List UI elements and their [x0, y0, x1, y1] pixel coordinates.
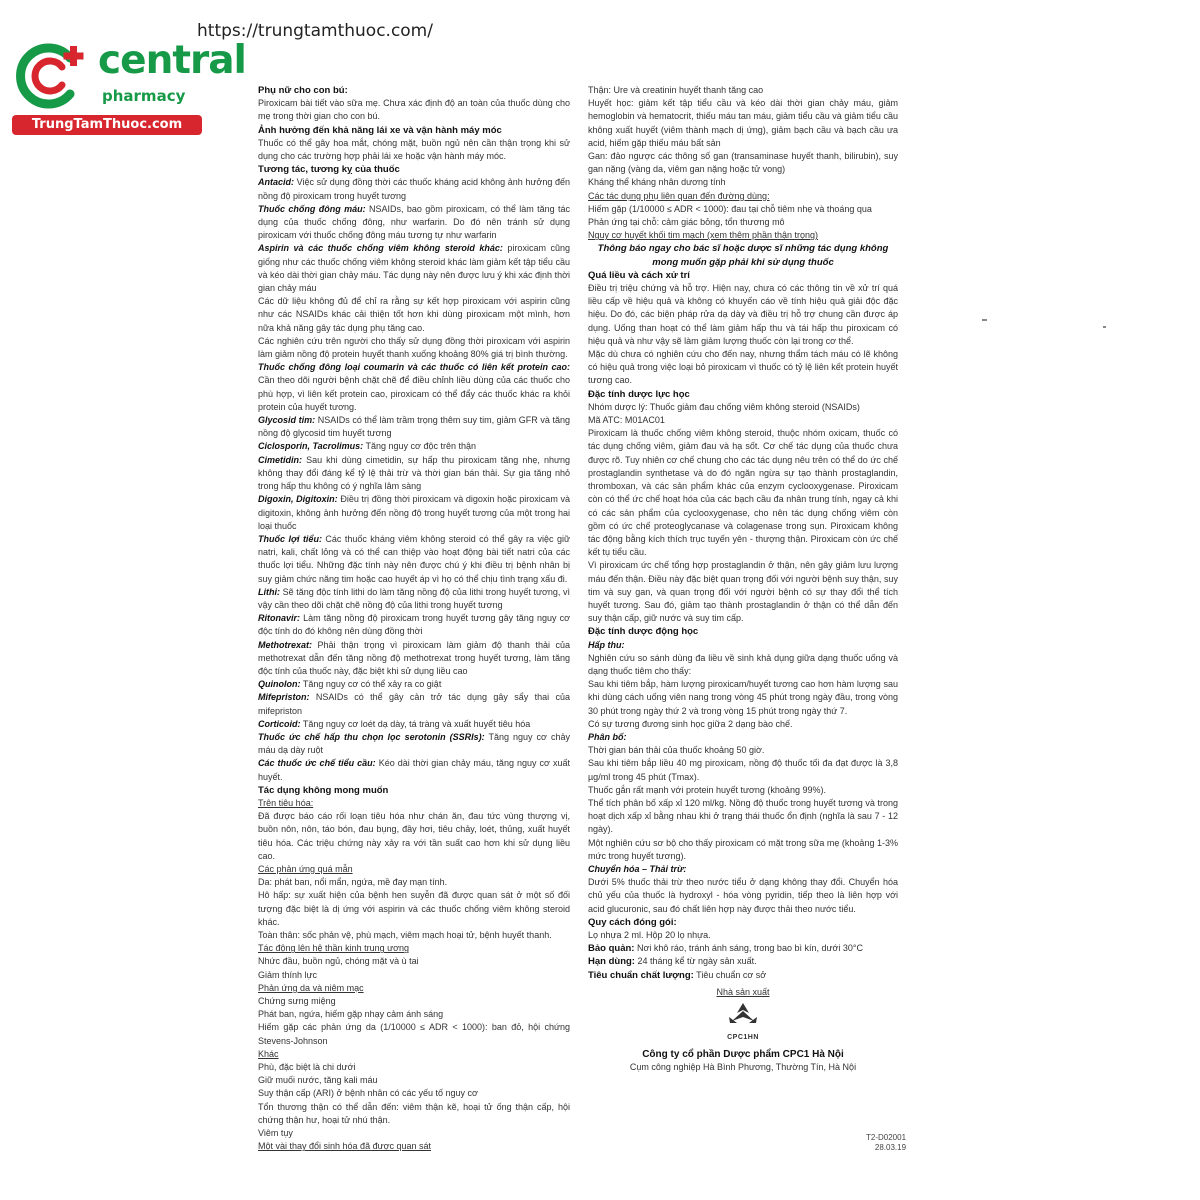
body-text: Nhóm dược lý: Thuốc giảm đau chống viêm không steroid (NSAIDs) [588, 401, 860, 412]
body-text: Các nghiên cứu trên người cho thấy sử dụng đồng thời piroxicam với aspirin làm giảm nồng độ protein huyết thanh xuống khoảng 80% giá trị bình thường. [258, 335, 570, 360]
body-text: Hiếm gặp các phản ứng da (1/10000 ≤ ADR < 1000): ban đỏ, hội chứng Stevens-Johnson [258, 1022, 570, 1046]
body-text: Gan: đảo ngược các thông số gan (transaminase huyết thanh, bilirubin), suy gan nặng (vàng da, viêm gan nặng hoặc tử vong) [588, 151, 898, 175]
body-text: Đã được báo cáo rối loạn tiêu hóa như chán ăn, đau tức vùng thượng vị, buồn nôn, nôn, táo bón, đau bụng, đầy hơi, tiêu chảy, loét, thủng, xuất huyết tiêu hóa. Các triệu chứng này xảy ra với tần suất cao hơn khi sử dụng liều cao. [258, 811, 570, 861]
body-text: Thuốc có thể gây hoa mắt, chóng mặt, buồn ngủ nên cần thận trọng khi sử dụng cho các trường hợp phải lái xe hoặc vận hành máy móc. [258, 137, 570, 162]
document-date: 28.03.19 [874, 1143, 907, 1152]
body-paragraph [588, 797, 898, 837]
body-paragraph [258, 1021, 570, 1047]
body-paragraph [588, 348, 898, 388]
interaction-drug-name: Aspirin và các thuốc chống viêm không steroid khác: [258, 243, 503, 254]
subsection-heading [588, 863, 898, 876]
body-paragraph [258, 1061, 570, 1074]
body-paragraph [258, 889, 570, 929]
subsection-heading [588, 229, 898, 242]
subsection-heading [258, 797, 570, 810]
brand-logo[interactable] [10, 36, 246, 136]
subsection-heading [258, 942, 570, 955]
interaction-drug-name: Mifepriston: [258, 692, 310, 703]
interaction-description: Các thuốc kháng viêm không steroid có thể gây ra việc giữ natri, kali, chất lỏng và có thể can thiệp vào hoạt động bài tiết natri của các thuốc lợi tiểu. Những đặc tính này nên được chú ý khi điều trị bệnh nhân bị suy giảm chức năng tim hoặc cao huyết áp vì họ có thể chịu tình trạng xấu đi. [258, 533, 570, 584]
subsection-heading-text: Phản ứng da và niêm mạc [258, 982, 364, 993]
body-text: Lọ nhựa 2 ml. Hộp 20 lọ nhựa. [588, 930, 711, 940]
body-text: Thuốc gắn rất mạnh với protein huyết tương (khoảng 99%). [588, 784, 826, 795]
labeled-paragraph [588, 942, 898, 955]
body-text: Viêm tụy [258, 1128, 293, 1139]
body-paragraph [588, 652, 898, 678]
interaction-description: Sau khi dùng cimetidin, sự hấp thu piroxicam tăng nhẹ, nhưng không thay đổi đáng kể tỷ lệ thải trừ và thời gian bán thải. Sự gia tăng nhỏ trong hấp thu không có ý nghĩa lâm sàng [258, 454, 570, 492]
body-text: Suy thận cấp (ARI) ở bệnh nhân có các yếu tố nguy cơ [258, 1088, 478, 1099]
body-paragraph [588, 559, 898, 625]
body-text: Phản ứng tại chỗ: cảm giác bỏng, tổn thương mô [588, 217, 785, 228]
section-heading [588, 388, 898, 401]
subsection-heading-text: Hấp thu: [588, 639, 625, 650]
warning-notice [588, 242, 898, 268]
body-paragraph [258, 929, 570, 942]
interaction-description: NSAIDs có thể gây cản trở tác dụng gây sẩy thai của mifepriston [258, 692, 570, 716]
interaction-description: Tăng nguy cơ chảy máu dạ dày ruột [258, 731, 570, 756]
body-paragraph [588, 84, 898, 97]
interaction-drug-name: Methotrexat: [258, 639, 313, 650]
manufacturer-block [588, 986, 898, 1075]
interaction-paragraph [258, 440, 570, 453]
subsection-heading-text: Nguy cơ huyết khối tim mạch (xem thêm phần thận trọng) [588, 230, 819, 241]
interaction-paragraph [258, 242, 570, 295]
subsection-heading-text: Khác [258, 1048, 279, 1059]
section-heading [588, 625, 898, 638]
right-column-text [588, 84, 898, 982]
labeled-paragraph [588, 955, 898, 968]
interaction-paragraph [258, 678, 570, 691]
interaction-description: NSAIDs có thể làm trầm trọng thêm suy tim, giảm GFR và tăng nồng độ glycosid tim huyết tương [258, 415, 570, 439]
interaction-paragraph [258, 757, 570, 783]
body-text: Thận: Ure và creatinin huyết thanh tăng cao [588, 85, 764, 95]
body-text: Vì piroxicam ức chế tổng hợp prostaglandin ở thận, nên gây giảm lưu lượng máu đến thận. Điều này đặc biệt quan trọng đối với người bệnh suy thận, suy tim và suy gan, và quan trọng đối với người bệnh có sự thay đổi thể tích huyết tương. Sau đó, giảm tạo thành prostaglandin ở thận có thể dẫn đến suy thận cấp, giữ nước và suy tim cấp. [588, 560, 898, 624]
body-paragraph [258, 876, 570, 889]
section-heading [258, 163, 570, 176]
body-text: Có sự tương đương sinh học giữa 2 dạng bào chế. [588, 718, 793, 729]
interaction-paragraph [258, 691, 570, 717]
body-text: Sau khi tiêm bắp, hàm lượng piroxicam/huyết tương cao hơn hàm lượng sau khi dùng cách uống viên nang trong vòng 45 phút trong ngày đầu, trong vòng 30 phút trong ngày thứ 2 và trong vòng 15 phút trong ngày thứ 7. [588, 679, 898, 716]
section-heading [588, 269, 898, 282]
paragraph-value: Tiêu chuẩn cơ sở [693, 969, 767, 980]
interaction-drug-name: Cimetidin: [258, 454, 302, 465]
section-heading-text: Quá liều và cách xử trí [588, 269, 690, 281]
interaction-description: piroxicam cũng giống như các thuốc chống viêm không steroid khác làm giảm kết tập tiểu cầu và kéo dài thời gian chảy máu. Tác dụng này nên được lưu ý khi xác định thời gian chảy máu [258, 243, 570, 294]
interaction-drug-name: Corticoid: [258, 718, 301, 729]
body-text: Huyết học: giảm kết tập tiểu cầu và kéo dài thời gian chảy máu, giảm hemoglobin và hematocrit, thiếu máu tan máu, giảm tiểu cầu và giảm tiểu cầu không xuất huyết (viêm thành mạch dị ứng), giảm bạch cầu và bạch cầu ưa acid, hiếm gặp thiếu máu bất sản [588, 98, 898, 148]
warning-notice-text: Thông báo ngay cho bác sĩ hoặc dược sĩ những tác dụng không mong muốn gặp phải khi sử dụng thuốc [597, 243, 889, 268]
interaction-description: Phải thận trọng vì piroxicam làm giảm độ thanh thải của methotrexat dẫn đến tăng nồng độ methotrexat trong huyết tương, làm tăng độc tính của thuốc này, đặc biệt khi sử dụng liều cao [258, 639, 570, 676]
brand-site-banner: TrungTamThuoc.com [12, 115, 202, 135]
interaction-drug-name: Thuốc ức chế hấp thu chọn lọc serotonin (SSRIs): [258, 731, 485, 742]
subsection-heading [588, 639, 898, 652]
section-heading-text: Tương tác, tương kỵ của thuốc [258, 164, 400, 176]
pharmacy-logo-icon [10, 36, 100, 116]
body-paragraph [588, 176, 898, 189]
interaction-description: Cần theo dõi người bệnh chặt chẽ để điều chỉnh liều dùng của các thuốc cho phù hợp, vì liên kết protein cao, piroxicam có thể đẩy các thuốc khác ra khỏi protein của huyết tương. [258, 375, 570, 412]
body-text: Tổn thương thận có thể dẫn đến: viêm thận kẽ, hoại tử ống thận cấp, hội chứng thận hư, hoại tử nhú thận. [258, 1101, 570, 1125]
paragraph-label: Tiêu chuẩn chất lượng: [588, 969, 694, 981]
body-text: Dưới 5% thuốc thải trừ theo nước tiểu ở dạng không thay đổi. Chuyển hóa chủ yếu của thuốc là hydroxyl - hóa vòng pyridin, tiếp theo là liên hợp với acid glucuronic, sau đó chất liên hợp này được thải theo nước tiểu. [588, 877, 898, 914]
body-paragraph [588, 784, 898, 797]
body-text: Thời gian bán thải của thuốc khoảng 50 giờ. [588, 745, 765, 756]
document-code: T2-D02001 [866, 1133, 907, 1142]
body-text: Giảm thính lực [258, 969, 318, 980]
interaction-drug-name: Thuốc chống đông máu: [258, 203, 366, 214]
body-paragraph [588, 678, 898, 718]
section-heading-text: Ảnh hưởng đến khả năng lái xe và vận hành máy móc [258, 124, 502, 136]
interaction-description: Kéo dài thời gian chảy máu, tăng nguy cơ xuất huyết. [258, 758, 571, 782]
body-text: Sau khi tiêm bắp liều 40 mg piroxicam, nồng độ thuốc tối đa đạt được là 3,8 µg/ml trong 45 phút (Tmax). [588, 758, 898, 782]
subsection-heading-text: Tác động lên hệ thần kinh trung ương [258, 943, 410, 954]
section-heading-text: Đặc tính dược động học [588, 626, 699, 638]
interaction-drug-name: Thuốc lợi tiểu: [258, 533, 322, 544]
section-heading [258, 84, 570, 97]
body-paragraph [258, 97, 570, 123]
body-paragraph [258, 1008, 570, 1021]
section-heading [588, 916, 898, 929]
brand-subtitle: pharmacy [102, 87, 186, 105]
subsection-heading-text: Phân bố: [588, 731, 627, 742]
interaction-paragraph [258, 414, 570, 440]
body-text: Chứng sưng miệng [258, 996, 336, 1007]
body-text: Thể tích phân bố xấp xỉ 120 ml/kg. Nồng độ thuốc trong huyết tương và trong hoạt dịch xấp xỉ bằng nhau khi ở trạng thái thuốc ổn định (nghĩa là sau 7 - 12 ngày). [588, 797, 898, 835]
interaction-drug-name: Quinolon: [258, 679, 301, 690]
document-code-block [866, 1133, 906, 1153]
leaflet-right-column [588, 84, 898, 1075]
interaction-description: Tăng nguy cơ loét dạ dày, tá tràng và xuất huyết tiêu hóa [300, 718, 531, 729]
body-paragraph [258, 335, 570, 361]
subsection-heading-text: Trên tiêu hóa: [258, 797, 314, 808]
body-paragraph [588, 150, 898, 176]
subsection-heading-text: Các tác dụng phụ liên quan đến đường dùng: [588, 190, 770, 201]
leaflet-left-column [258, 84, 570, 1153]
body-paragraph [588, 97, 898, 150]
body-text: Toàn thân: sốc phản vệ, phù mạch, viêm mạch hoại tử, bệnh huyết thanh. [258, 930, 552, 940]
body-text: Nhức đầu, buồn ngủ, chóng mặt và ù tai [258, 956, 419, 967]
body-paragraph [588, 876, 898, 916]
interaction-description: Điều trị đồng thời piroxicam và digoxin hoặc piroxicam và digitoxin, không ảnh hưởng đến nồng độ trong huyết tương của một trong hai loại thuốc [258, 494, 570, 531]
paragraph-label: Bảo quản: [588, 943, 635, 955]
subsection-heading-text: Một vài thay đổi sinh hóa đã được quan sát [258, 1141, 432, 1152]
section-heading [258, 784, 570, 797]
interaction-description: Sẽ tăng độc tính lithi do làm tăng nồng độ của lithi trong huyết tương, vì vậy cần theo dõi chặt chẽ nồng độ của lithi trong huyết tương [258, 586, 570, 610]
body-paragraph [588, 744, 898, 757]
body-text: Piroxicam bài tiết vào sữa mẹ. Chưa xác định độ an toàn của thuốc dùng cho mẹ trong thời gian cho con bú. [258, 98, 570, 122]
section-heading [258, 124, 570, 137]
subsection-heading [258, 1048, 570, 1061]
scan-speck [982, 319, 987, 321]
interaction-paragraph [258, 361, 570, 414]
interaction-drug-name: Thuốc chống đông loại coumarin và các thuốc có liên kết protein cao: [258, 362, 570, 373]
body-paragraph [588, 216, 898, 229]
body-text: Một nghiên cứu sơ bộ cho thấy piroxicam có mặt trong sữa mẹ (khoảng 1-3% mức trong huyết tương). [588, 837, 898, 861]
interaction-description: NSAIDs, bao gồm piroxicam, có thể làm tăng tác dụng của thuốc chống đông, như warfarin. Do đó nên tránh sử dụng piroxicam với thuốc chống đông máu tương tự như warfarin [258, 203, 570, 241]
interaction-drug-name: Ritonavir: [258, 613, 301, 624]
subsection-heading [588, 190, 898, 203]
paragraph-value: 24 tháng kể từ ngày sản xuất. [634, 956, 757, 967]
manufacturer-company: Công ty cổ phần Dược phẩm CPC1 Hà Nội [642, 1049, 844, 1061]
subsection-heading-text: Các phản ứng quá mẫn [258, 863, 353, 874]
interaction-paragraph [258, 718, 570, 731]
body-text: Phù, đặc biệt là chi dưới [258, 1062, 356, 1073]
interaction-paragraph [258, 533, 570, 586]
body-paragraph [258, 969, 570, 982]
interaction-paragraph [258, 639, 570, 679]
body-paragraph [588, 203, 898, 216]
interaction-description: Tăng nguy cơ độc trên thận [363, 441, 476, 452]
body-paragraph [258, 1087, 570, 1100]
page-url[interactable]: https://trungtamthuoc.com/ [197, 21, 433, 41]
body-paragraph [588, 282, 898, 348]
body-paragraph [258, 1101, 570, 1127]
interaction-description: Việc sử dụng đồng thời các thuốc kháng acid không ảnh hưởng đến nồng độ piroxicam trong huyết tương [258, 177, 570, 201]
interaction-drug-name: Glycosid tim: [258, 415, 316, 426]
interaction-paragraph [258, 586, 570, 612]
interaction-drug-name: Digoxin, Digitoxin: [258, 494, 338, 505]
body-paragraph [588, 757, 898, 783]
subsection-heading-text: Chuyển hóa – Thải trừ: [588, 863, 687, 874]
subsection-heading [258, 1140, 570, 1153]
body-paragraph [588, 837, 898, 863]
body-text: Kháng thể kháng nhân dương tính [588, 177, 726, 188]
body-paragraph [258, 137, 570, 163]
manufacturer-address: Cụm công nghiệp Hà Bình Phương, Thường Tín, Hà Nội [629, 1062, 857, 1073]
body-text: Phát ban, ngứa, hiếm gặp nhạy cảm ánh sáng [258, 1009, 444, 1020]
body-text: Mặc dù chưa có nghiên cứu cho đến nay, nhưng thẩm tách máu có lẽ không có hiệu quả trong việc loại bỏ piroxicam vì thuốc có tỷ lệ liên kết protein huyết tương cao. [588, 349, 898, 386]
body-paragraph [588, 929, 898, 942]
interaction-paragraph [258, 203, 570, 243]
scan-speck [1103, 326, 1106, 328]
paragraph-label: Hạn dùng: [588, 956, 635, 968]
interaction-description: Làm tăng nồng độ piroxicam trong huyết tương gây tăng nguy cơ độc tính do đó không nên dùng đồng thời [258, 613, 570, 637]
interaction-drug-name: Các thuốc ức chế tiểu cầu: [258, 758, 376, 769]
manufacturer-heading: Nhà sản xuất [716, 986, 770, 997]
body-paragraph [258, 995, 570, 1008]
body-text: Nghiên cứu so sánh dùng đa liều về sinh khả dụng giữa dạng thuốc uống và dạng thuốc tiêm cho thấy: [588, 652, 898, 676]
body-text: Giữ muối nước, tăng kali máu [258, 1075, 378, 1086]
interaction-paragraph [258, 612, 570, 638]
body-paragraph [588, 427, 898, 559]
section-heading-text: Phụ nữ cho con bú: [258, 85, 348, 96]
section-heading-text: Đặc tính dược lực học [588, 388, 690, 400]
body-paragraph [258, 955, 570, 968]
body-text: Mã ATC: M01AC01 [588, 415, 665, 426]
body-text: Da: phát ban, nổi mẩn, ngứa, mề đay mạn tính. [258, 877, 448, 888]
body-text: Hô hấp: sự xuất hiện của bệnh hen suyễn đã được quan sát ở một số đối tượng đặc biệt là dị ứng với aspirin và các thuốc chống viêm không steroid khác. [258, 890, 570, 927]
interaction-paragraph [258, 493, 570, 533]
body-text: Điều trị triệu chứng và hỗ trợ. Hiện nay, chưa có các thông tin về xử trí quá liều cấp về hiệu quả và không có khuyến cáo về tính hiệu quả giải độc đặc hiệu. Do đó, các biện pháp rửa dạ dày và điều trị hỗ trợ chung cần được áp dụng. Uống than hoạt có thể làm giảm hấp thu và tái hấp thu piroxicam có hiệu quả và như vậy sẽ làm giảm lượng thuốc còn lại trong cơ thể. [588, 283, 898, 346]
interaction-paragraph [258, 731, 570, 757]
body-paragraph [258, 810, 570, 863]
body-paragraph [258, 1127, 570, 1140]
interaction-description: Tăng nguy cơ có thể xảy ra co giật [300, 679, 442, 690]
body-text: Piroxicam là thuốc chống viêm không steroid, thuộc nhóm oxicam, thuốc có tác dụng chống viêm, giảm đau và hạ sốt. Cơ chế tác dụng của thuốc chưa được rõ. Tuy nhiên cơ chế chung cho các tác dụng nêu trên có thể do ức chế prostaglandin synthetase và do đó ngăn ngừa sự tạo thành prostaglandin, thromboxan, và các sản phẩm khác của enzym cyclooxygenase. Piroxicam còn có thể ức chế hoạt hóa của các bạch cầu đa nhân trung tính, ngay cả khi có các sản phẩm của cyclooxygenase, cho nên tác dụng chống viêm còn gồm có ức chế proteoglycanase và colagenase trong sụn. Piroxicam không tác động bằng kích thích trục tuyến yên - thượng thận. Piroxicam còn ức chế kết tụ tiểu cầu. [588, 428, 898, 558]
interaction-drug-name: Antacid: [258, 177, 294, 188]
labeled-paragraph [588, 969, 898, 982]
body-text: Các dữ liệu không đủ để chỉ ra rằng sự kết hợp piroxicam với aspirin cũng như các NSAIDs khác cải thiện tốt hơn khi dùng piroxicam một mình, hơn nữa khả năng gây tác dụng phụ tăng cao. [258, 296, 570, 333]
subsection-heading [258, 982, 570, 995]
section-heading-text: Quy cách đóng gói: [588, 916, 677, 928]
interaction-drug-name: Lithi: [258, 586, 280, 597]
paragraph-value: Nơi khô ráo, tránh ánh sáng, trong bao bì kín, dưới 30°C [634, 943, 864, 954]
brand-name: central [98, 38, 246, 83]
interaction-paragraph [258, 176, 570, 202]
body-paragraph [588, 414, 898, 427]
cpc1-logo-text: CPC1HN [727, 1034, 759, 1042]
body-text: Hiếm gặp (1/10000 ≤ ADR < 1000): đau tại chỗ tiêm nhẹ và thoáng qua [588, 203, 872, 214]
body-paragraph [258, 295, 570, 335]
interaction-drug-name: Ciclosporin, Tacrolimus: [258, 441, 364, 452]
cpc1-logo-icon [726, 1001, 760, 1031]
interaction-paragraph [258, 454, 570, 494]
subsection-heading [258, 863, 570, 876]
subsection-heading [588, 731, 898, 744]
body-paragraph [588, 718, 898, 731]
section-heading-text: Tác dụng không mong muốn [258, 784, 389, 796]
body-paragraph [588, 401, 898, 414]
body-paragraph [258, 1074, 570, 1087]
